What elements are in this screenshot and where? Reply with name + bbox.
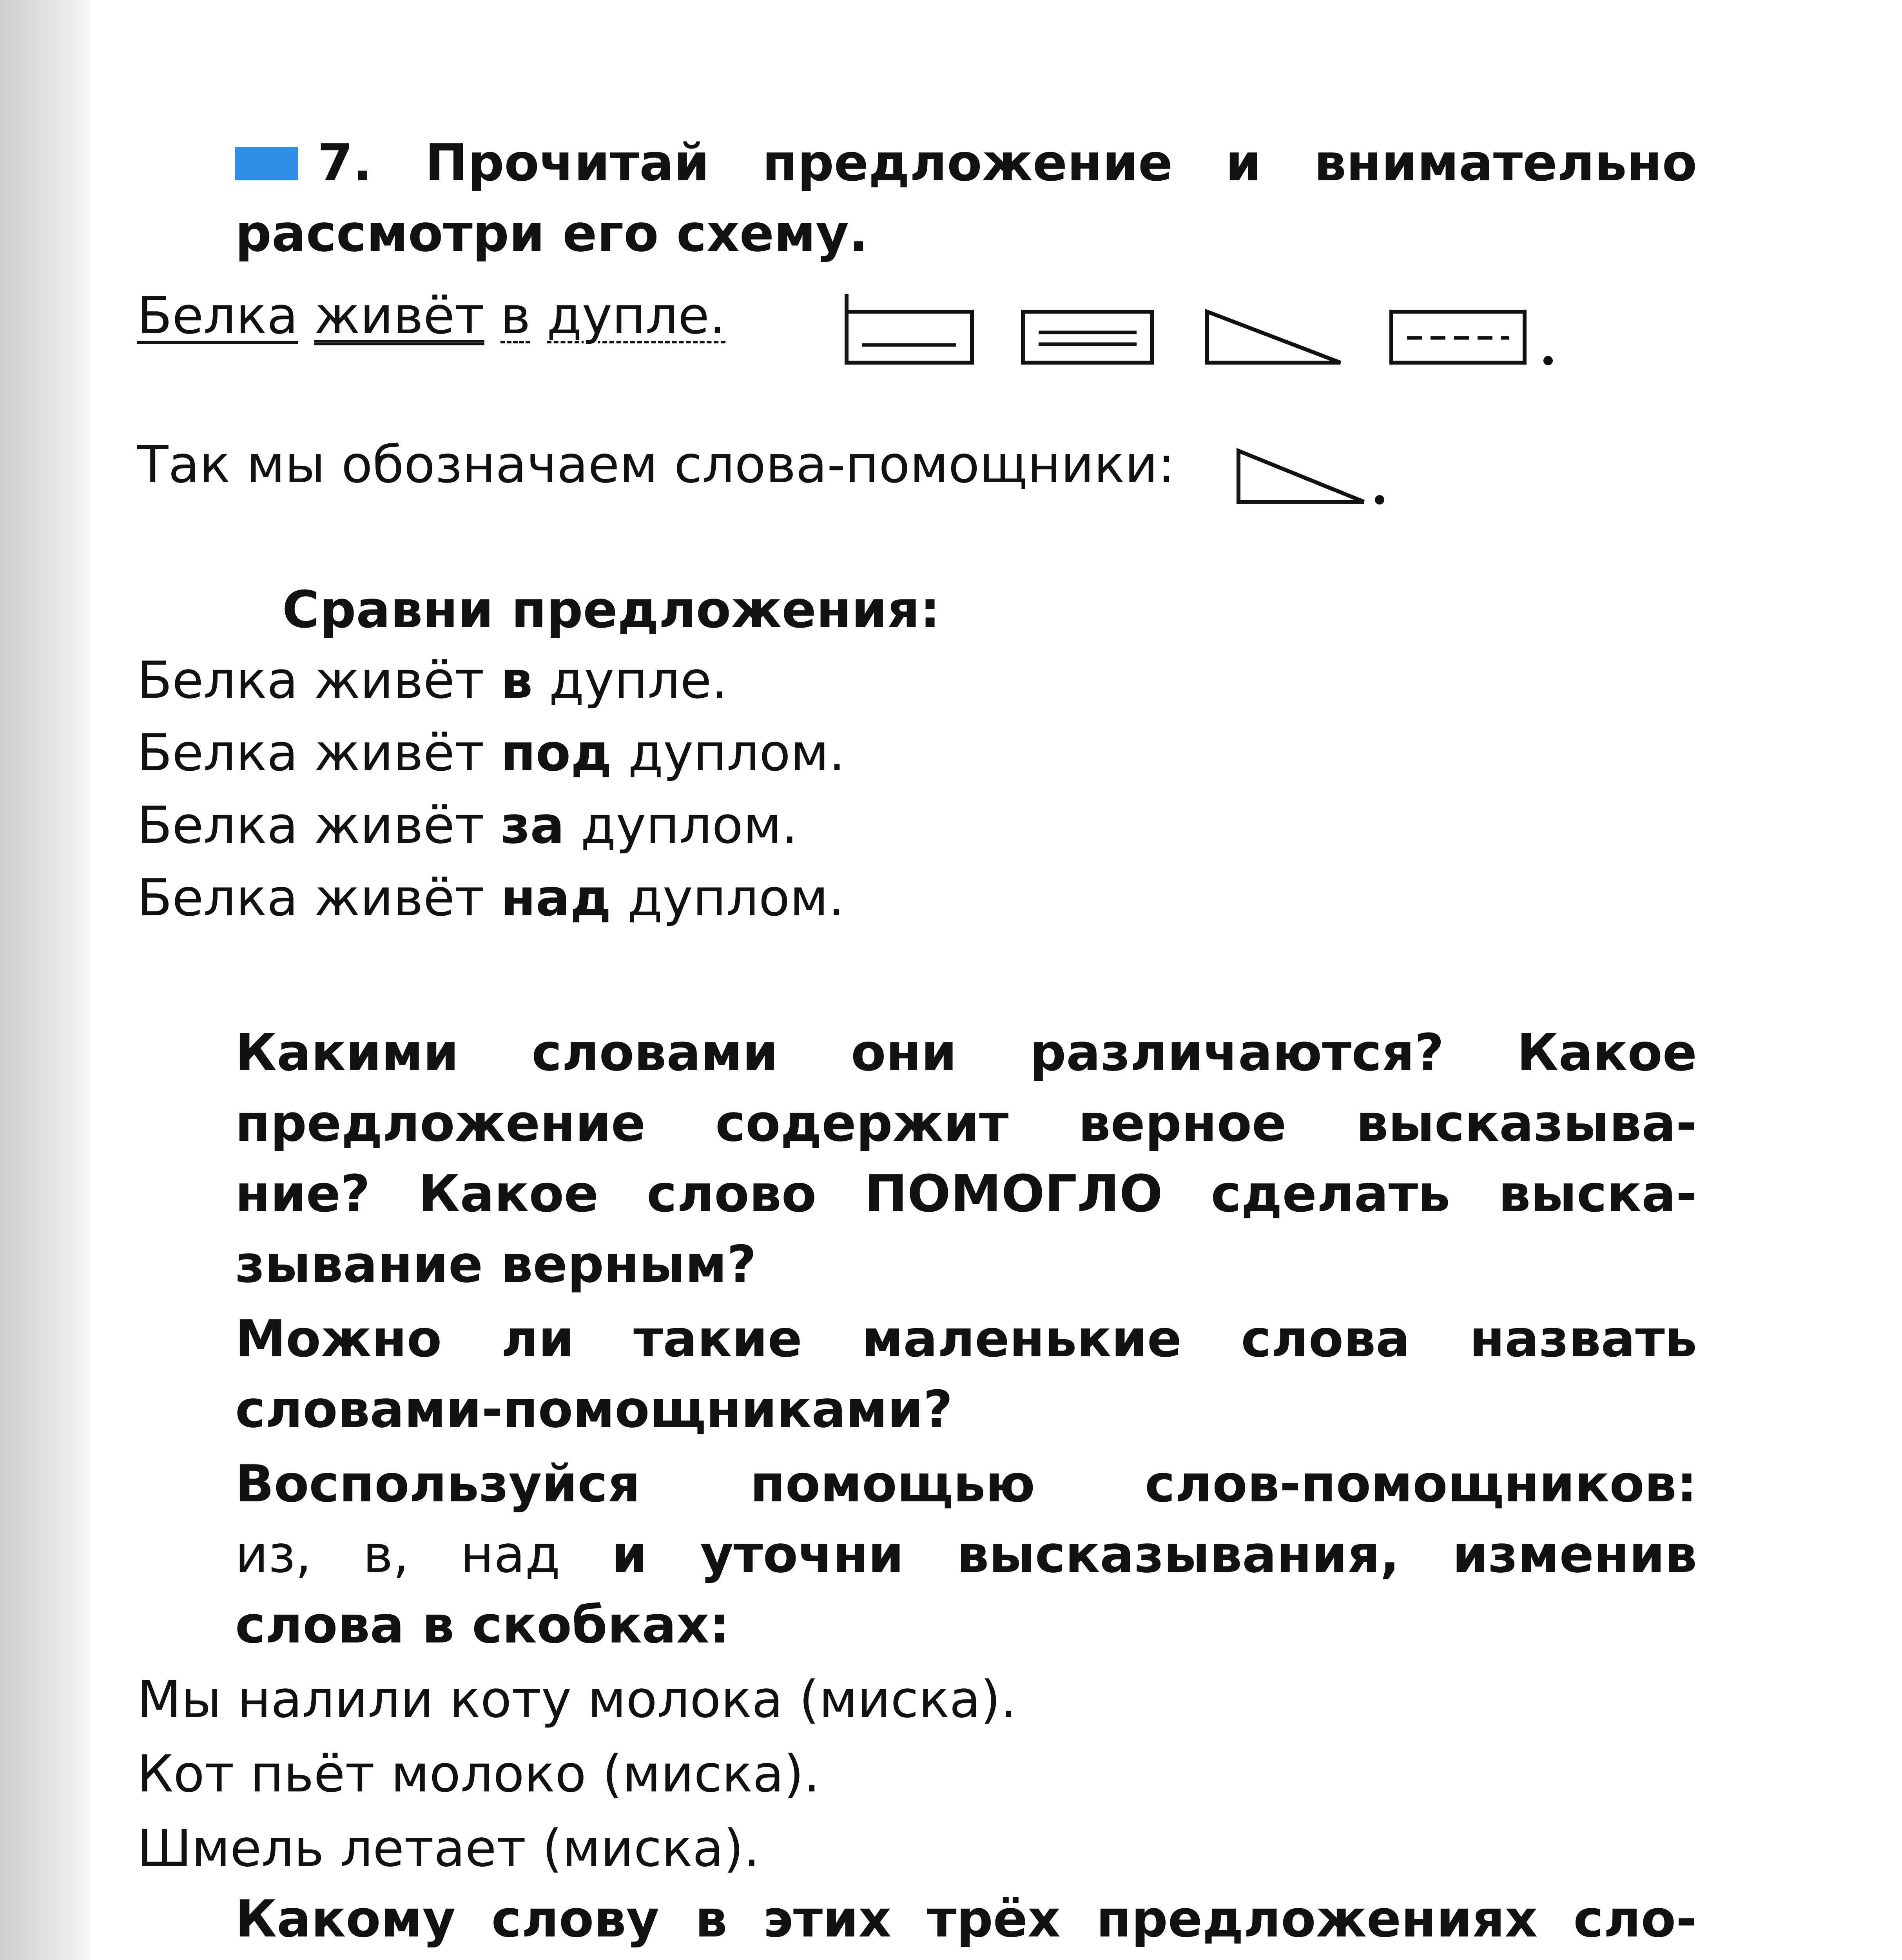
question-line-1: Какими словами они различаются? Какое (235, 1023, 1697, 1082)
question-line-3: ние? Какое слово ПОМОГЛО сделать выска- (235, 1164, 1697, 1223)
example-word-noun: дупле. (547, 286, 726, 345)
compare-row-2: Белка живёт под дуплом. (137, 723, 845, 782)
helper-symbol-triangle (1235, 443, 1391, 514)
scheme-period (1543, 356, 1553, 365)
compare-heading: Сравни предложения: (282, 580, 941, 639)
question-line-5: Можно ли такие маленькие слова назвать (235, 1309, 1697, 1368)
question-line-2: предложение содержит верное высказыва- (235, 1093, 1697, 1153)
task-title-line1 (235, 129, 1697, 196)
question-line-9: слова в скобках: (235, 1595, 730, 1655)
compare-row-1: Белка живёт в дупле. (137, 650, 728, 710)
scan-edge-shadow (0, 0, 90, 1960)
example-word-subject: Белка (137, 286, 298, 345)
sentence-scheme (843, 290, 1568, 384)
scheme-box-predicate (1023, 312, 1152, 363)
example-word-preposition: в (500, 286, 531, 345)
scheme-box-subject (847, 294, 972, 363)
example-word-predicate: живёт (314, 286, 484, 345)
compare-row-4: Белка живёт над дуплом. (137, 868, 845, 927)
sentence-1: Мы налили коту молока (миска). (137, 1670, 1017, 1729)
question-line-8: из, в, над и уточни высказывания, изменив (235, 1524, 1697, 1584)
question-line-6: словами-помощниками? (235, 1379, 953, 1439)
scheme-box-noun (1391, 312, 1525, 363)
final-question-line-1: Какому слову в этих трёх предложениях сло- (235, 1889, 1697, 1949)
task-number: 7. (317, 133, 372, 192)
helper-note: Так мы обозначаем слова-помощники: (137, 435, 1175, 494)
example-sentence (137, 282, 725, 349)
scheme-triangle-helper (1207, 312, 1340, 363)
compare-row-3: Белка живёт за дуплом. (137, 795, 798, 855)
task-title-text: Прочитай предложение и внимательно (425, 133, 1697, 192)
question-line-4: зывание верным? (235, 1234, 756, 1294)
question-line-7: Воспользуйся помощью слов-помощников: (235, 1454, 1697, 1514)
sentence-2: Кот пьёт молоко (миска). (137, 1744, 820, 1804)
final-question-line-2 (235, 1958, 1697, 1960)
sentence-3: Шмель летает (миска). (137, 1818, 760, 1878)
task-title-line2: рассмотри его схему. (235, 203, 869, 263)
